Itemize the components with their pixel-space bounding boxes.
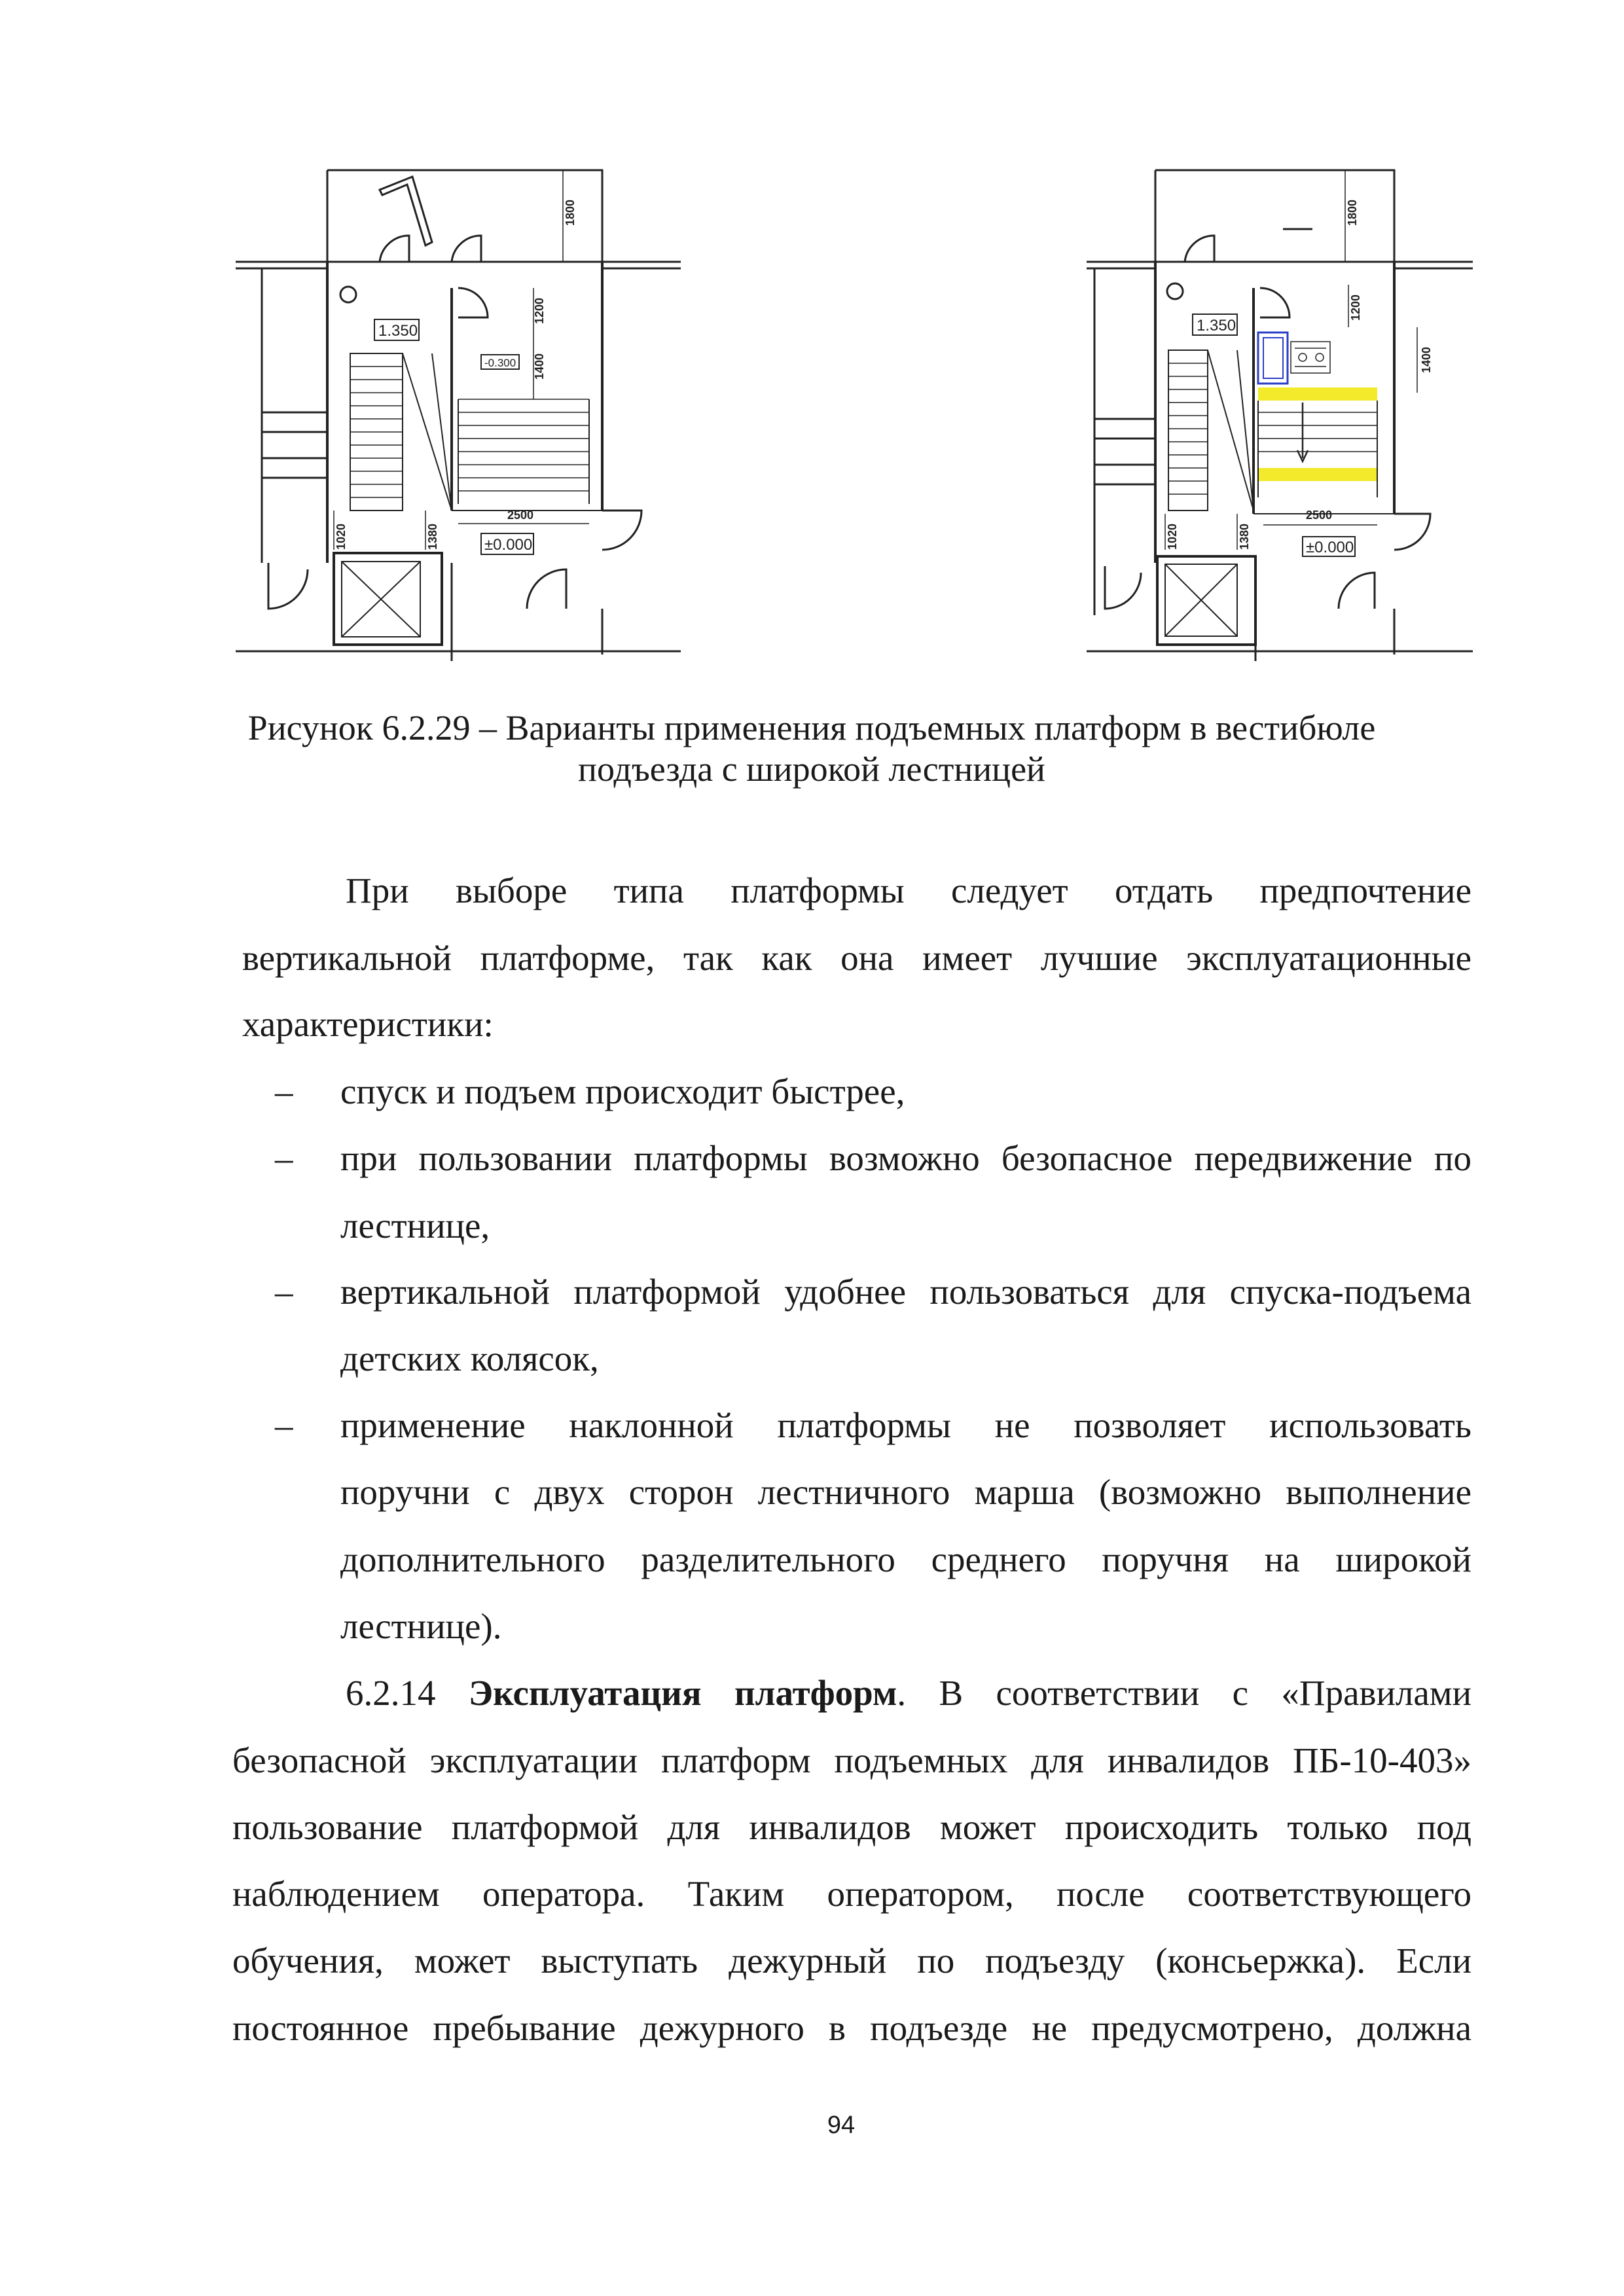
dim-1380: 1380 xyxy=(426,523,439,550)
bullet-marker: – xyxy=(275,1071,293,1111)
bullet-3-line-1: вертикальной платформой удобнее пользоваться для спуска-подъема xyxy=(340,1272,1471,1312)
dim-1800: 1800 xyxy=(1346,199,1359,226)
section-line-5: обучения, может выступать дежурный по подъезду (консьержка). Если xyxy=(232,1941,1471,1981)
dim-1400: 1400 xyxy=(533,353,546,380)
section-line-2: безопасной эксплуатации платформ подъемных для инвалидов ПБ-10-403» xyxy=(232,1740,1471,1780)
dim-2500: 2500 xyxy=(507,509,534,522)
bullet-1-line-1: спуск и подъем происходит быстрее, xyxy=(340,1071,905,1111)
intro-line-3: характеристики: xyxy=(242,1004,494,1044)
dim-1400: 1400 xyxy=(1420,346,1433,373)
dim-1800: 1800 xyxy=(564,199,577,226)
level-entry: ±0.000 xyxy=(484,536,533,554)
bullet-3-line-2: детских колясок, xyxy=(340,1338,599,1378)
intro-line-1: При выборе типа платформы следует отдать предпочтение xyxy=(346,870,1471,910)
dim-1380: 1380 xyxy=(1238,523,1251,550)
section-line-1 xyxy=(346,1675,1471,1711)
floor-plan-left xyxy=(236,157,681,661)
level-upper: 1.350 xyxy=(378,322,418,340)
intro-line-2: вертикальной платформе, так как она имеет лучшие эксплуатационные xyxy=(242,938,1471,978)
section-line-6: постоянное пребывание дежурного в подъезде не предусмотрено, должна xyxy=(232,2008,1471,2048)
dim-1200: 1200 xyxy=(1349,294,1362,321)
bullet-marker: – xyxy=(275,1272,293,1312)
dim-1020: 1020 xyxy=(334,523,348,550)
floor-plan-right xyxy=(1087,157,1473,661)
section-line-1-rest: . В соответствии с «Правилами xyxy=(897,1673,1472,1713)
section-title: Эксплуатация платформ xyxy=(468,1673,897,1713)
level-mid: -0.300 xyxy=(484,357,516,369)
bullet-4-line-3: дополнительного разделительного среднего поручня на широкой xyxy=(340,1539,1471,1579)
level-upper: 1.350 xyxy=(1197,317,1236,334)
figure-caption-line-1: Рисунок 6.2.29 – Варианты применения подъемных платформ в вестибюле xyxy=(247,708,1376,747)
bullet-4-line-4: лестнице). xyxy=(340,1606,502,1646)
bullet-2-line-2: лестнице, xyxy=(340,1206,490,1246)
bullet-marker: – xyxy=(275,1405,293,1445)
dim-1200: 1200 xyxy=(533,297,546,324)
dim-2500: 2500 xyxy=(1306,509,1333,522)
level-entry: ±0.000 xyxy=(1306,539,1354,556)
section-number: 6.2.14 xyxy=(346,1673,436,1713)
page-number: 94 xyxy=(827,2111,856,2139)
bullet-4-line-1: применение наклонной платформы не позволяет использовать xyxy=(340,1405,1471,1445)
section-line-4: наблюдением оператора. Таким оператором, после соответствующего xyxy=(232,1874,1471,1914)
bullet-marker: – xyxy=(275,1138,293,1178)
bullet-2-line-1: при пользовании платформы возможно безопасное передвижение по xyxy=(340,1138,1471,1178)
bullet-4-line-2: поручни с двух сторон лестничного марша (возможно выполнение xyxy=(340,1472,1471,1512)
dim-1020: 1020 xyxy=(1166,523,1179,550)
section-line-3: пользование платформой для инвалидов может происходить только под xyxy=(232,1807,1471,1847)
figure-caption-line-2: подъезда с широкой лестницей xyxy=(578,749,1045,789)
